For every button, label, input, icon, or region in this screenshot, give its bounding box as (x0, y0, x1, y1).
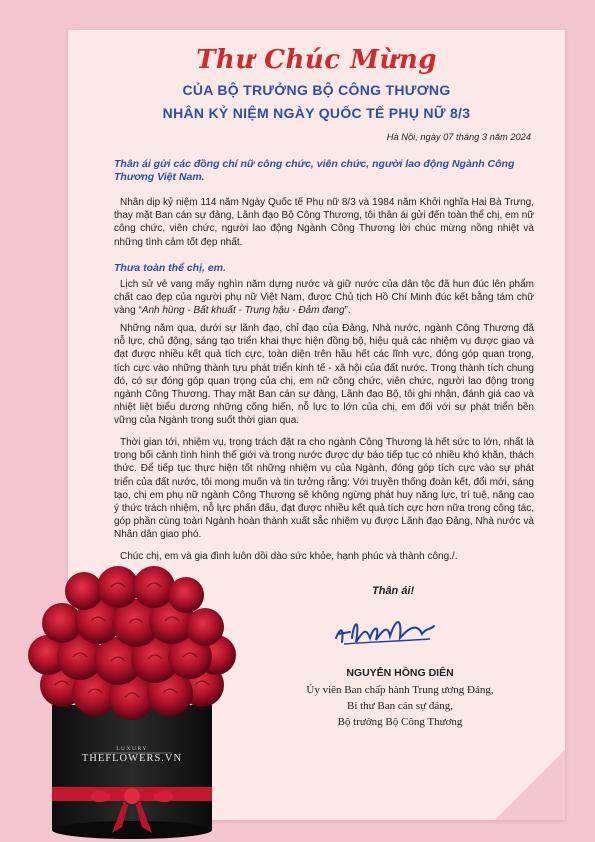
rose-box-image (0, 565, 265, 842)
signer-role-3: Bộ trưởng Bộ Công Thương (337, 716, 463, 728)
box-brand-text: THEFLOWERS.VN (81, 753, 183, 764)
signer-role-2: Bí thư Ban cán sự đảng, (346, 700, 454, 712)
salutation: Thưa toàn thể chị, em. (114, 262, 226, 274)
paragraph-4: Thời gian tới, nhiệm vụ, trọng trách đặt ra cho ngành Công Thương là hết sức to lớn, nhất là trong bối cảnh tình hình thế giới và trong nước được dự báo tiếp tục có nhiều khó khăn, thách thức. Để tiếp tục thực hiện tốt những nhiệm vụ của Ngành, đóng góp tích cực vào sự phát triển của đất nước, tôi mong muốn và tin tưởng rằng: Với truyền thống đoàn kết, đổi mới, sáng tạo, chị em phụ nữ ngành Công Thương sẽ không ngừng phát huy năng lực, trí tuệ, nâng cao ý thức trách nhiệm, nỗ lực phấn đấu, đạt được nhiều kết quả tích cực hơn nữa trong công tác, góp phần cùng toàn Ngành hoàn thành xuất sắc nhiệm vụ được Lãnh đạo Đảng, Nhà nước và Nhân dân giao phó. (114, 437, 534, 541)
paragraph-2 (114, 278, 534, 318)
paragraph-2-text: Lịch sử vẻ vang mấy nghìn năm dựng nước và giữ nước của dân tộc đã hun đúc lên phẩm chất cao đẹp của người phụ nữ Việt Nam, được Chủ tịch Hồ Chí Minh đúc kết bằng tám chữ vàng “ (114, 279, 534, 317)
letter-title: Thư Chúc Mừng (196, 45, 437, 75)
paragraph-2-quote: Anh hùng - Bất khuất - Trung hậu - Đảm đang (141, 305, 345, 317)
letter-subtitle-2: NHÂN KỶ NIỆM NGÀY QUỐC TẾ PHỤ NỮ 8/3 (162, 105, 471, 121)
greeting: Thân ái gửi các đồng chí nữ công chức, viên chức, người lao động Ngành Công Thương Việt Nam. (114, 158, 515, 183)
paragraph-5: Chúc chị, em và gia đình luôn dồi dào sức khỏe, hạnh phúc và thành công./. (120, 551, 458, 562)
rose-bouquet (28, 566, 236, 720)
paragraph-3: Những năm qua, dưới sự lãnh đạo, chỉ đạo của Đảng, Nhà nước, ngành Công Thương đã nỗ lực, chủ động, sáng tạo triển khai thực hiện đồng bộ, hiệu quả các nhiệm vụ được giao và đạt được nhiều kết quả tích cực, toàn diện trên hầu hết các lĩnh vực, đóng góp quan trọng, tích cực vào những thành tựu phát triển kinh tế - xã hội của đất nước. Trong thành tích chung đó, có sự đóng góp quan trọng của chị, em nữ công chức, viên chức, người lao động trong ngành Công Thương. Thay mặt Ban cán sự đảng, Lãnh đạo Bộ, tôi ghi nhận, đánh giá cao và nhiệt liệt biểu dương những cống hiến, nỗ lực to lớn của chị, em đối với sự phát triển bền vững của Ngành trong suốt thời gian qua. (114, 323, 534, 427)
letter-date: Hà Nội, ngày 07 tháng 3 năm 2024 (386, 132, 531, 142)
box-luxury-text: LUXURY (116, 746, 148, 752)
closing: Thân ái! (372, 585, 415, 597)
paragraph-2-end: ”. (344, 305, 351, 317)
signer-name: NGUYỄN HỒNG DIÊN (346, 667, 454, 679)
signer-role-1: Ủy viên Ban chấp hành Trung ương Đảng, (306, 684, 494, 696)
paragraph-1: Nhân dịp kỷ niệm 114 năm Ngày Quốc tế Phụ nữ 8/3 và 1984 năm Khởi nghĩa Hai Bà Trưng, thay mặt Ban cán sự đảng, Lãnh đạo Bộ Công Thương, tôi thân ái gửi đến toàn thể chị, em nữ công chức, viên chức, người lao động Ngành Công Thương lời chúc mừng nồng nhiệt và những tình cảm tốt đẹp nhất. (114, 197, 534, 248)
letter-subtitle-1: CỦA BỘ TRƯỞNG BỘ CÔNG THƯƠNG (182, 82, 451, 98)
page-curl (495, 750, 565, 820)
signature-icon (330, 608, 440, 654)
